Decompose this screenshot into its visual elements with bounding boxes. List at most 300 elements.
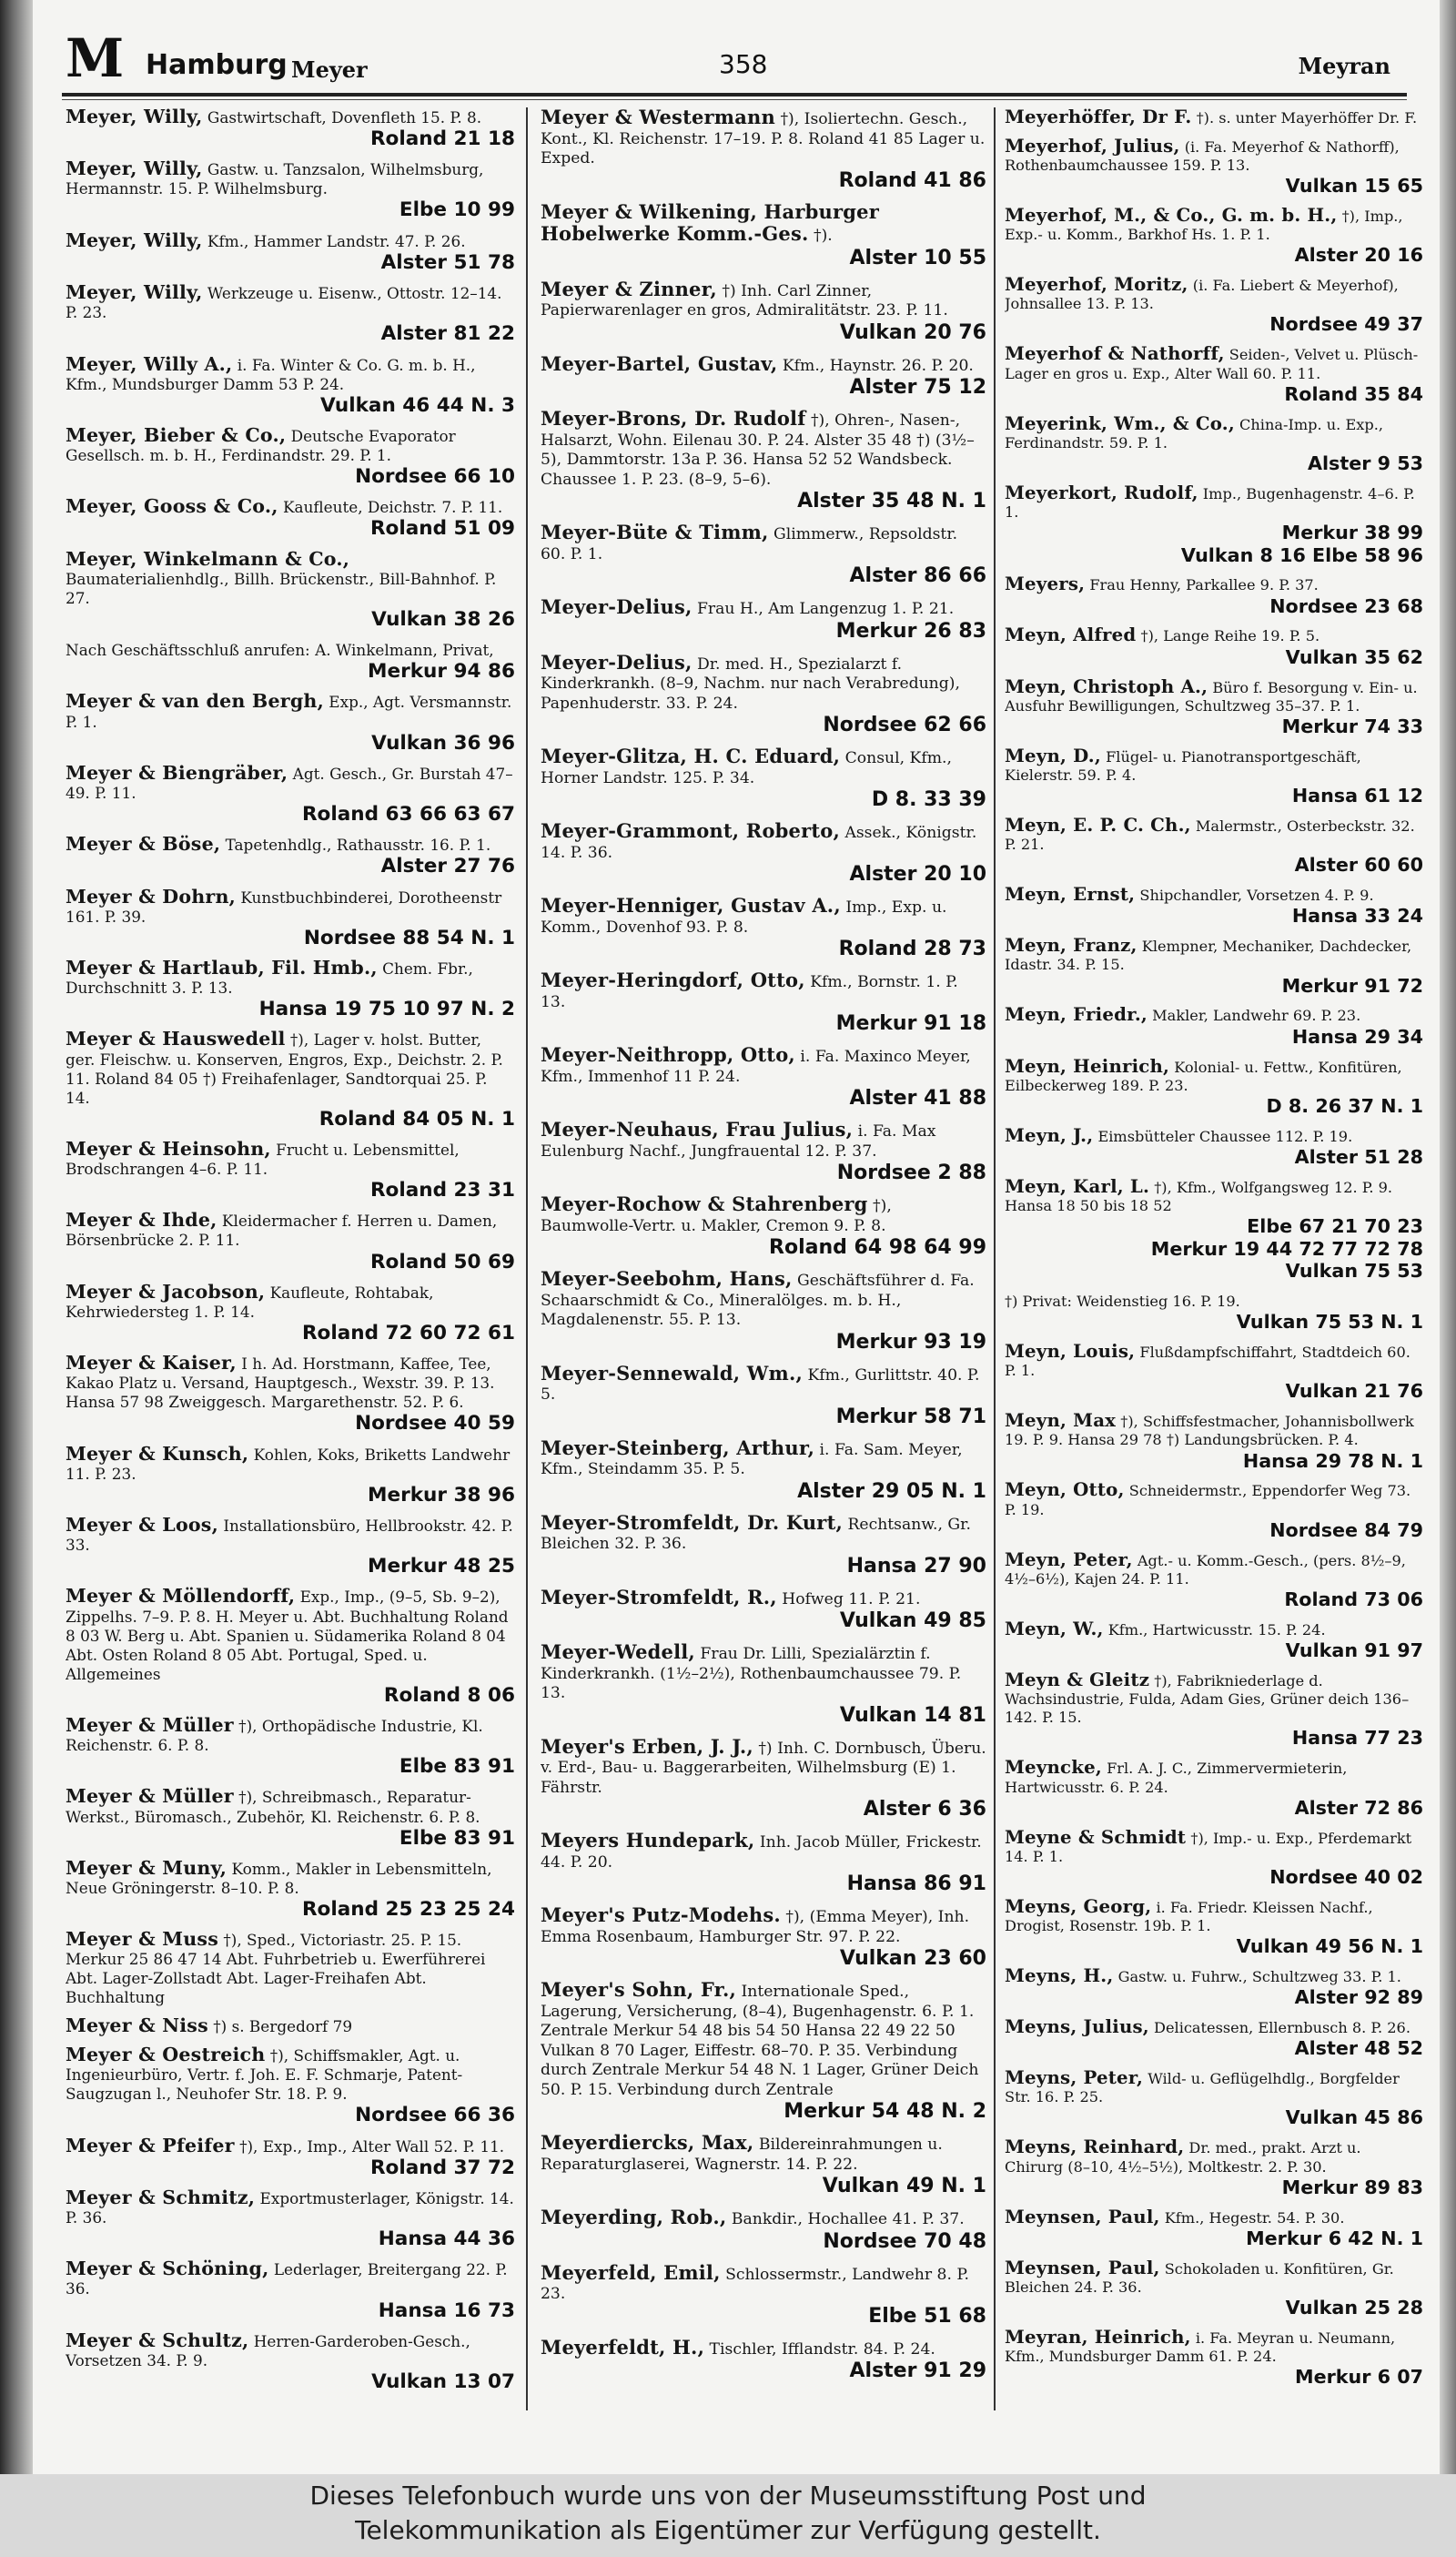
entry-name: Meyer-Stromfeldt, R., bbox=[541, 1585, 777, 1608]
entry-details: Agt. Gesch., Gr. Burstah 47–49. P. 11. bbox=[66, 764, 513, 802]
entry-name: Meyer, Willy, bbox=[66, 107, 203, 127]
entry-name: Meyns, Georg, bbox=[1005, 1894, 1152, 1917]
phone-number: Vulkan 49 85 bbox=[839, 1609, 986, 1632]
directory-entry bbox=[1005, 344, 1423, 405]
phone-number: Alster 81 22 bbox=[380, 322, 515, 346]
directory-entry bbox=[66, 1930, 515, 2007]
entry-details: Nach Geschäftsschluß anrufen: A. Winkelmann, Privat, bbox=[66, 641, 494, 660]
entry-name: Meyer & Oestreich bbox=[66, 2044, 266, 2066]
entry-details: †), Fabrikniederlage d. Wachsindustrie, Fulda, Adam Gies, Grüner deich 136–142. P. 15. bbox=[1005, 1671, 1410, 1727]
phone-number: Vulkan 21 76 bbox=[1285, 1380, 1423, 1403]
phone-number: Vulkan 14 81 bbox=[839, 1703, 986, 1727]
directory-entry bbox=[66, 1716, 515, 1779]
entry-details: i. Fa. Maxinco Meyer, Kfm., Immenhof 11 P. 24. bbox=[541, 1048, 971, 1086]
phone-number: Hansa 29 34 bbox=[1291, 1025, 1423, 1048]
phone-number: D 8. 26 37 N. 1 bbox=[1266, 1094, 1423, 1117]
phone-number: Alster 60 60 bbox=[1294, 854, 1423, 877]
entry-name: Meyncke, bbox=[1005, 1756, 1102, 1779]
directory-entry bbox=[541, 2260, 986, 2329]
entry-details: †), Isoliertechn. Gesch., Kont., Kl. Reichenstr. 17–19. P. 8. Roland 41 85 Lager u. Exped. bbox=[541, 110, 986, 167]
entry-details: Gastwirtschaft, Dovenfleth 15. P. 8. bbox=[207, 108, 482, 127]
directory-entry bbox=[66, 1030, 515, 1131]
directory-entry bbox=[66, 547, 515, 632]
entry-name: Meyer & Kunsch, bbox=[66, 1442, 249, 1465]
entry-name: Meyerink, Wm., & Co., bbox=[1005, 411, 1235, 434]
directory-entry bbox=[541, 107, 986, 193]
entry-details: †), Schreibmasch., Reparatur-Werkst., Büromasch., Zubehör, Kl. Reichenstr. 6. P. 8. bbox=[66, 1788, 480, 1826]
directory-entry bbox=[541, 409, 986, 513]
phone-number: Roland 84 05 N. 1 bbox=[318, 1107, 515, 1131]
column-divider bbox=[526, 107, 528, 2410]
entry-details: Kaufleute, Rohtabak, Kehrwiedersteg 1. P. 14. bbox=[66, 1283, 434, 1321]
phone-number: Nordsee 84 79 bbox=[1269, 1518, 1423, 1541]
entry-name: Meyer-Heringdorf, Otto, bbox=[541, 969, 805, 991]
directory-entry bbox=[66, 1442, 515, 1507]
entry-details: Schokoladen u. Konfitüren, Gr. Bleichen 24. P. 36. bbox=[1005, 2259, 1394, 2296]
entry-details: Gastw. u. Tanzsalon, Wilhelmsburg, Hermannstr. 15. P. Wilhelmsburg. bbox=[66, 160, 484, 198]
phone-number: Vulkan 75 53 bbox=[1285, 1260, 1423, 1283]
entry-details: I h. Ad. Horstmann, Kaffee, Tee, Kakao Platz u. Versand, Hauptgesch., Wexstr. 39. P. 13. Hansa 57 98 Zweiggesch. Margarethenstr. 52. P. 6. bbox=[66, 1355, 495, 1412]
phone-number: Hansa 16 73 bbox=[378, 2298, 515, 2322]
phone-number: Vulkan 8 16 Elbe 58 96 bbox=[1180, 543, 1423, 566]
entry-name: Meyer & Loos, bbox=[66, 1514, 218, 1537]
phone-number: Roland 37 72 bbox=[369, 2156, 515, 2179]
directory-entry bbox=[1005, 1339, 1423, 1403]
entry-name: Meyer & Niss bbox=[66, 2014, 208, 2037]
directory-entry bbox=[66, 2016, 515, 2036]
entry-name: Meyer & Schultz, bbox=[66, 2329, 249, 2351]
directory-entry bbox=[1005, 1480, 1423, 1541]
entry-details: Frl. A. J. C., Zimmervermieterin, Hartwicusstr. 6. P. 24. bbox=[1005, 1760, 1348, 1796]
entry-name: Meyer & Dohrn, bbox=[66, 885, 236, 908]
phone-number: Vulkan 36 96 bbox=[371, 731, 515, 755]
phone-number: Elbe 51 68 bbox=[868, 2304, 986, 2328]
entry-details: Wild- u. Geflügelhdlg., Borgfelder Str. 16. P. 25. bbox=[1005, 2070, 1400, 2106]
entry-details: Consul, Kfm., Horner Landstr. 125. P. 34. bbox=[541, 749, 952, 787]
phone-number: Vulkan 49 N. 1 bbox=[822, 2175, 986, 2197]
directory-entry bbox=[66, 2045, 515, 2127]
entry-details: Exp., Imp., (9–5, Sb. 9–2), Zippelhs. 7–9. P. 8. H. Meyer u. Abt. Buchhaltung Roland 8 03 W. Berg u. Abt. Spanien u. Südamerika Roland 8 04 Abt. Osten Roland 8 05 Abt. Portugal, Sped. u. Allgemeines bbox=[66, 1588, 509, 1683]
directory-entry bbox=[1005, 625, 1423, 668]
directory-entry bbox=[541, 1438, 986, 1504]
entry-name: Meyer & Böse, bbox=[66, 833, 221, 856]
phone-number: Elbe 83 91 bbox=[399, 1826, 515, 1850]
entry-details: Delicatessen, Ellernbusch 8. P. 26. bbox=[1154, 2019, 1410, 2037]
phone-number: Hansa 61 12 bbox=[1291, 785, 1423, 807]
entry-details: †). bbox=[813, 227, 833, 245]
phone-number: Hansa 19 75 10 97 N. 2 bbox=[258, 998, 515, 1021]
entry-details: Tapetenhdlg., Rathausstr. 16. P. 1. bbox=[225, 836, 491, 855]
phone-number: Vulkan 35 62 bbox=[1285, 645, 1423, 668]
phone-number: Merkur 58 71 bbox=[835, 1405, 986, 1428]
entry-name: Meyn, Alfred bbox=[1005, 624, 1137, 646]
entry-details: Chem. Fbr., Durchschnitt 3. P. 13. bbox=[66, 959, 473, 998]
entry-details: Rechtsanw., Gr. Bleichen 32. P. 36. bbox=[541, 1515, 971, 1553]
entry-name: Meyer & Zinner, bbox=[541, 277, 717, 300]
entry-details: Assek., Königstr. 14. P. 36. bbox=[541, 824, 977, 862]
entry-details: Kleidermacher f. Herren u. Damen, Börsenbrücke 2. P. 11. bbox=[66, 1212, 498, 1250]
entry-details: Komm., Makler in Lebensmitteln, Neue Gröningerstr. 8–10. P. 8. bbox=[66, 1859, 492, 1897]
entry-name: Meyerhof & Nathorff, bbox=[1005, 342, 1225, 365]
directory-entry bbox=[1005, 411, 1423, 475]
directory-entry bbox=[66, 1787, 515, 1850]
directory-entry bbox=[541, 1045, 986, 1111]
entry-name: Meyerfeldt, H., bbox=[541, 2335, 705, 2359]
entry-name: Meyn, Franz, bbox=[1005, 934, 1138, 957]
entry-details: Lederlager, Breitergang 22. P. 36. bbox=[66, 2260, 508, 2298]
entry-details: †) Privat: Weidenstieg 16. P. 19. bbox=[1005, 1292, 1240, 1310]
directory-entry bbox=[1005, 1411, 1423, 1472]
entry-name: Meyns, Peter, bbox=[1005, 2066, 1144, 2089]
header-rule-thin bbox=[62, 99, 1407, 100]
entry-details: Klempner, Mechaniker, Dachdecker, Idastr. 34. P. 15. bbox=[1005, 938, 1412, 974]
directory-entry bbox=[66, 885, 515, 950]
directory-entry bbox=[66, 1587, 515, 1707]
entry-name: Meyer-Seebohm, Hans, bbox=[541, 1267, 793, 1290]
entry-name: Meyne & Schmidt bbox=[1005, 1825, 1187, 1848]
directory-entry bbox=[1005, 2258, 1423, 2319]
entry-details: Kfm., Hammer Landstr. 47. P. 26. bbox=[207, 231, 466, 250]
footer-line-1: Dieses Telefonbuch wurde uns von der Museumsstiftung Post und bbox=[309, 2481, 1147, 2511]
entry-name: Meyns, H., bbox=[1005, 1964, 1114, 1987]
directory-entry bbox=[66, 1137, 515, 1202]
directory-entry bbox=[1005, 1174, 1423, 1283]
entry-name: Meyer & van den Bergh, bbox=[66, 690, 324, 713]
phone-number: Merkur 74 33 bbox=[1281, 715, 1423, 737]
directory-entry bbox=[541, 896, 986, 961]
phone-number: Vulkan 13 07 bbox=[371, 2369, 515, 2393]
entry-name: Meyer & Müller bbox=[66, 1714, 234, 1737]
entry-details: †), Sped., Victoriastr. 25. P. 15. Merkur 25 86 47 14 Abt. Fuhrbetrieb u. Ewerführerei Abt. Lager-Zollstadt Abt. Lager-Freihafen Abt. Buchhaltung bbox=[66, 1931, 486, 2007]
header-letter: M bbox=[66, 27, 125, 89]
phone-number: Alster 91 29 bbox=[849, 2359, 986, 2382]
directory-entry bbox=[1005, 203, 1423, 267]
page-left-edge bbox=[0, 0, 33, 2474]
entry-name: Meyer & Ihde, bbox=[66, 1209, 217, 1232]
directory-entry bbox=[541, 597, 986, 644]
entry-details: †), Exp., Imp., Alter Wall 52. P. 11. bbox=[239, 2136, 505, 2156]
entry-details: Baumaterialienhdlg., Billh. Brückenstr., Bill-Bahnhof. P. 27. bbox=[66, 569, 497, 607]
entry-name: Meyer's Sohn, Fr., bbox=[541, 1978, 737, 2001]
entry-name: Meynsen, Paul, bbox=[1005, 2256, 1160, 2278]
directory-entry bbox=[1005, 2325, 1423, 2389]
entry-details: Hofweg 11. P. 21. bbox=[782, 1589, 921, 1608]
phone-number: Elbe 67 21 70 23 bbox=[1247, 1215, 1423, 1238]
entry-details: Kfm., Hegestr. 54. P. 30. bbox=[1164, 2208, 1345, 2227]
phone-number: Alster 41 88 bbox=[849, 1087, 986, 1110]
phone-number: Vulkan 91 97 bbox=[1285, 1639, 1423, 1662]
directory-entry bbox=[1005, 1894, 1423, 1958]
directory-entry bbox=[66, 1856, 515, 1922]
phone-number: Hansa 44 36 bbox=[378, 2227, 515, 2251]
entry-details: †), Schiffsmakler, Agt. u. Ingenieurbüro, Vertr. f. Joh. E. F. Schmarje, Patent-Saugzugan l., Neuhofer Str. 18. P. 9. bbox=[66, 2046, 463, 2104]
directory-entry bbox=[541, 821, 986, 887]
entry-details: Kohlen, Koks, Briketts Landwehr 11. P. 23. bbox=[66, 1445, 511, 1483]
directory-entry bbox=[66, 352, 515, 418]
directory-entry bbox=[66, 1280, 515, 1345]
directory-entry bbox=[1005, 813, 1423, 877]
directory-entry bbox=[541, 1642, 986, 1728]
entry-name: Meyer-Grammont, Roberto, bbox=[541, 819, 840, 842]
phone-number: Nordsee 62 66 bbox=[823, 714, 986, 736]
phone-number: Merkur 6 07 bbox=[1295, 2366, 1423, 2389]
entry-name: Meyerdiercks, Max, bbox=[541, 2131, 754, 2154]
entry-details: Frau Henny, Parkallee 9. P. 37. bbox=[1089, 576, 1319, 594]
directory-entry bbox=[1005, 936, 1423, 997]
entry-name: Meyer & Kaiser, bbox=[66, 1352, 237, 1375]
entry-details: i. Fa. Max Eulenburg Nachf., Jungfrauental 12. P. 37. bbox=[541, 1122, 936, 1161]
directory-entry bbox=[541, 970, 986, 1036]
phone-number: Nordsee 40 02 bbox=[1269, 1865, 1423, 1888]
page-number: 358 bbox=[719, 49, 768, 79]
entry-name: Meyerkort, Rudolf, bbox=[1005, 481, 1198, 503]
entry-name: Meyns, Julius, bbox=[1005, 2015, 1149, 2038]
directory-entry bbox=[1005, 574, 1423, 617]
directory-entry bbox=[1005, 275, 1423, 336]
phone-number: Nordsee 23 68 bbox=[1269, 594, 1423, 617]
phone-number: Roland 64 98 64 99 bbox=[769, 1236, 986, 1259]
entry-details: Flußdampfschiffahrt, Stadtdeich 60. P. 1. bbox=[1005, 1343, 1410, 1380]
entry-name: Meyn, Max bbox=[1005, 1409, 1117, 1432]
phone-number: Alster 48 52 bbox=[1294, 2037, 1423, 2060]
directory-entry bbox=[66, 2259, 515, 2322]
entry-details: (i. Fa. Meyerhof & Nathorff), Rothenbaumchaussee 159. P. 13. bbox=[1005, 137, 1400, 174]
phone-number: D 8. 33 39 bbox=[871, 788, 986, 811]
phone-number: Roland 73 06 bbox=[1284, 1588, 1423, 1611]
phone-number: Vulkan 75 53 N. 1 bbox=[1236, 1311, 1423, 1334]
entry-details: Eimsbütteler Chaussee 112. P. 19. bbox=[1097, 1127, 1353, 1145]
directory-entry bbox=[1005, 1123, 1423, 1169]
phone-number: Alster 75 12 bbox=[849, 376, 986, 399]
directory-entry bbox=[66, 761, 515, 827]
entry-name: Meyer, Bieber & Co., bbox=[66, 423, 287, 446]
directory-entry bbox=[541, 1585, 986, 1634]
phone-number: Alster 9 53 bbox=[1307, 452, 1423, 474]
directory-entry bbox=[1005, 1825, 1423, 1889]
phone-number: Vulkan 23 60 bbox=[839, 1947, 986, 1970]
entry-details: Internationale Sped., Lagerung, Versicherung, (8–4), Bugenhagenstr. 6. P. 1. Zentrale Merkur 54 48 bis 54 50 Hansa 22 49 22 50 Vulkan 8 70 Lager, Eiffestr. 68–70. P. 35. Verbindung durch Zentrale Merkur 54 48 N. 1 Lager, Grüner Deich 50. P. 15. Verbindung durch Zentrale bbox=[541, 1983, 979, 2099]
directory-entry bbox=[66, 423, 515, 489]
directory-entry bbox=[1005, 1291, 1423, 1334]
directory-entry bbox=[66, 159, 515, 222]
phone-number: Vulkan 49 56 N. 1 bbox=[1236, 1935, 1423, 1958]
directory-entry bbox=[541, 1361, 986, 1429]
directory-entry bbox=[541, 351, 986, 401]
entry-details: Installationsbüro, Hellbrookstr. 42. P. 33. bbox=[66, 1517, 513, 1555]
directory-entry bbox=[66, 2188, 515, 2251]
phone-number: Alster 86 66 bbox=[849, 564, 986, 587]
entry-details: †) Inh. C. Dornbusch, Überu. v. Erd-, Bau- u. Baggerarbeiten, Wilhelmsburg (E) 1. Fährstr. bbox=[541, 1739, 986, 1797]
directory-entry bbox=[1005, 107, 1423, 127]
entry-name: Meyerhöffer, Dr F. bbox=[1005, 107, 1192, 127]
entry-details: †), Lager v. holst. Butter, ger. Fleischw. u. Konserven, Engros, Exp., Deichstr. 2. P. 11. Roland 84 05 †) Freihafenlager, Sandtorquai 25. P. 14. bbox=[66, 1030, 503, 1107]
entry-details: Werkzeuge u. Eisenw., Ottostr. 12–14. P. 23. bbox=[66, 284, 502, 322]
phone-number: Nordsee 66 36 bbox=[355, 2104, 515, 2127]
entry-name: Meyer & Jacobson, bbox=[66, 1280, 266, 1303]
entry-name: Meyn, Peter, bbox=[1005, 1547, 1133, 1570]
directory-entry bbox=[541, 1905, 986, 1971]
entry-details: Kunstbuchbinderei, Dorotheenstr 161. P. 39. bbox=[66, 888, 502, 926]
phone-number: Hansa 77 23 bbox=[1291, 1727, 1423, 1750]
entry-details: Frau Dr. Lilli, Spezialärztin f. Kinderkrankh. (1½–2½), Rothenbaumchaussee 79. P. 13. bbox=[541, 1645, 962, 1702]
entry-details: Agt.- u. Komm.-Gesch., (pers. 8½–9, 4½–6½), Kajen 24. P. 11. bbox=[1005, 1551, 1406, 1588]
entry-name: Meyer & Biengräber, bbox=[66, 761, 288, 784]
directory-entry bbox=[541, 1194, 986, 1260]
phone-number: Alster 6 36 bbox=[863, 1798, 986, 1821]
phone-number: Vulkan 38 26 bbox=[371, 607, 515, 631]
directory-entry bbox=[1005, 2137, 1423, 2198]
directory-entry bbox=[66, 1211, 515, 1273]
directory-entry bbox=[541, 1734, 986, 1822]
directory-entry bbox=[66, 107, 515, 151]
entry-details: Imp., Exp. u. Komm., Dovenhof 93. P. 8. bbox=[541, 898, 947, 937]
entry-name: Meyer's Erben, J. J., bbox=[541, 1734, 753, 1758]
entry-details: i. Fa. Sam. Meyer, Kfm., Steindamm 35. P. 5. bbox=[541, 1440, 963, 1478]
entry-details: †), Lange Reihe 19. P. 5. bbox=[1140, 627, 1320, 645]
phone-number: Elbe 83 91 bbox=[399, 1755, 515, 1779]
entry-name: Meyers, bbox=[1005, 573, 1086, 595]
entry-name: Meyer & Westermann bbox=[541, 107, 775, 128]
entry-name: Meyn, Heinrich, bbox=[1005, 1054, 1170, 1077]
phone-number: Vulkan 46 44 N. 3 bbox=[319, 393, 515, 417]
entry-name: Meyran, Heinrich, bbox=[1005, 2325, 1191, 2348]
entry-name: Meyer & Wilkening, Harburger Hobelwerke Komm.-Ges. bbox=[541, 199, 879, 245]
phone-number: Roland 72 60 72 61 bbox=[301, 1321, 515, 1344]
directory-entry bbox=[541, 279, 986, 345]
phone-number: Merkur 48 25 bbox=[368, 1555, 515, 1578]
phone-number: Nordsee 49 37 bbox=[1269, 313, 1423, 336]
directory-entry bbox=[1005, 1005, 1423, 1048]
entry-name: Meyer's Putz-Modehs. bbox=[541, 1903, 781, 1926]
page-header bbox=[62, 27, 1409, 95]
entry-details: †) s. Bergedorf 79 bbox=[213, 2017, 353, 2036]
directory-entry bbox=[1005, 746, 1423, 807]
phone-number: Alster 29 05 N. 1 bbox=[797, 1479, 986, 1503]
phone-number: Alster 10 55 bbox=[849, 246, 986, 269]
directory-entry bbox=[1005, 677, 1423, 738]
phone-number: Hansa 29 78 N. 1 bbox=[1242, 1449, 1423, 1472]
directory-column-2 bbox=[541, 107, 986, 2420]
directory-entry bbox=[541, 1120, 986, 1185]
entry-details: Exportmusterlager, Königstr. 14. P. 36. bbox=[66, 2189, 514, 2227]
entry-details: China-Imp. u. Exp., Ferdinandstr. 59. P. 1. bbox=[1005, 415, 1383, 452]
directory-entry bbox=[541, 523, 986, 588]
directory-entry bbox=[1005, 134, 1423, 198]
directory-entry bbox=[66, 1516, 515, 1578]
directory-entry bbox=[1005, 1758, 1423, 1819]
directory-entry bbox=[66, 835, 515, 878]
directory-entry bbox=[66, 692, 515, 755]
entry-name: Meyerhof, Moritz, bbox=[1005, 273, 1188, 296]
phone-number: Roland 50 69 bbox=[369, 1250, 515, 1273]
phone-number: Alster 35 48 N. 1 bbox=[797, 490, 986, 512]
directory-entry bbox=[66, 959, 515, 1021]
entry-name: Meyer & Möllendorff, bbox=[66, 1585, 296, 1608]
entry-name: Meyer-Büte & Timm, bbox=[541, 521, 769, 543]
entry-name: Meyn, D., bbox=[1005, 744, 1101, 766]
entry-details: Makler, Landwehr 69. P. 23. bbox=[1152, 1007, 1361, 1025]
entry-name: Meyerhof, Julius, bbox=[1005, 134, 1180, 157]
entry-name: Meyn, Ernst, bbox=[1005, 883, 1136, 906]
entry-details: Herren-Garderoben-Gesch., Vorsetzen 34. P. 9. bbox=[66, 2331, 470, 2369]
phone-number: Roland 51 09 bbox=[369, 517, 515, 541]
phone-number: Alster 20 10 bbox=[849, 863, 986, 886]
directory-entry bbox=[541, 1980, 986, 2124]
entry-name: Meyer-Stromfeldt, Dr. Kurt, bbox=[541, 1510, 843, 1534]
directory-entry bbox=[541, 199, 986, 270]
entry-name: Meyn, Otto, bbox=[1005, 1478, 1125, 1501]
entry-name: Meyn, W., bbox=[1005, 1617, 1104, 1639]
entry-name: Meyerfeld, Emil, bbox=[541, 2260, 721, 2284]
phone-number: Roland 35 84 bbox=[1284, 382, 1423, 405]
directory-entry bbox=[66, 640, 515, 684]
entry-details: Frau H., Am Langenzug 1. P. 21. bbox=[696, 600, 955, 618]
entry-name: Meyer & Hartlaub, Fil. Hmb., bbox=[66, 957, 378, 979]
entry-details: †), Kfm., Wolfgangsweg 12. P. 9. Hansa 18 50 bis 18 52 bbox=[1005, 1178, 1393, 1214]
entry-details: Deutsche Evaporator Gesellsch. m. b. H., Ferdinandstr. 29. P. 1. bbox=[66, 426, 456, 464]
phone-number: Merkur 94 86 bbox=[368, 660, 515, 684]
entry-name: Meyer & Muss bbox=[66, 1928, 218, 1951]
entry-name: Meyer-Delius, bbox=[541, 595, 693, 618]
phone-number: Nordsee 88 54 N. 1 bbox=[303, 926, 515, 949]
entry-details: Kfm., Gurlittstr. 40. P. 5. bbox=[541, 1365, 980, 1404]
phone-number: Roland 41 86 bbox=[838, 168, 986, 192]
phone-number: Roland 23 31 bbox=[369, 1179, 515, 1202]
entry-details: Tischler, Ifflandstr. 84. P. 24. bbox=[709, 2339, 935, 2359]
entry-name: Meyer & Schöning, bbox=[66, 2258, 269, 2280]
directory-entry bbox=[1005, 1619, 1423, 1662]
directory-entry bbox=[1005, 885, 1423, 928]
entry-name: Meyers Hundepark, bbox=[541, 1829, 755, 1852]
column-divider bbox=[994, 107, 996, 2410]
phone-number: Merkur 6 42 N. 1 bbox=[1246, 2227, 1423, 2249]
entry-details: Kaufleute, Deichstr. 7. P. 11. bbox=[282, 498, 503, 517]
entry-details: Bildereinrahmungen u. Reparaturglaserei, Wagnerstr. 14. P. 22. bbox=[541, 2136, 943, 2174]
entry-name: Meyer, Willy, bbox=[66, 228, 203, 251]
entry-details: Dr. med. H., Spezialarzt f. Kinderkrankh. (8–9, Nachm. nur nach Verabredung), Papenhuderstr. 33. P. 24. bbox=[541, 654, 960, 713]
entry-name: Meyer-Sennewald, Wm., bbox=[541, 1361, 803, 1385]
directory-entry bbox=[66, 497, 515, 541]
entry-details: Schlossermstr., Landwehr 8. P. 23. bbox=[541, 2265, 969, 2303]
entry-details: Frucht u. Lebensmittel, Brodschrangen 4–6. P. 11. bbox=[66, 1140, 460, 1179]
phone-number: Alster 72 86 bbox=[1294, 1796, 1423, 1819]
phone-number: Merkur 19 44 72 77 72 78 bbox=[1150, 1237, 1423, 1260]
phone-number: Roland 21 18 bbox=[369, 127, 515, 151]
directory-entry bbox=[1005, 1054, 1423, 1118]
entry-name: Meyer-Brons, Dr. Rudolf bbox=[541, 407, 806, 430]
entry-name: Meyer-Rochow & Stahrenberg bbox=[541, 1192, 868, 1215]
entry-name: Meyer-Neuhaus, Frau Julius, bbox=[541, 1118, 854, 1141]
entry-details: Kfm., Hartwicusstr. 15. P. 24. bbox=[1107, 1620, 1326, 1639]
phone-number: Merkur 38 96 bbox=[368, 1483, 515, 1507]
phone-number: Merkur 54 48 N. 2 bbox=[784, 2100, 986, 2123]
entry-details: (i. Fa. Liebert & Meyerhof), Johnsallee 13. P. 13. bbox=[1005, 277, 1399, 313]
directory-entry bbox=[1005, 2017, 1423, 2060]
directory-entry bbox=[66, 1354, 515, 1436]
entry-name: Meyn, Karl, L. bbox=[1005, 1174, 1150, 1197]
phone-number: Merkur 93 19 bbox=[835, 1330, 986, 1354]
entry-name: Meyer & Schmitz, bbox=[66, 2187, 256, 2208]
entry-details: †) Inh. Carl Zinner, Papierwarenlager en gros, Admiralitätstr. 23. P. 11. bbox=[541, 281, 948, 320]
entry-name: Meyn & Gleitz bbox=[1005, 1668, 1150, 1690]
entry-name: Meyn, E. P. C. Ch., bbox=[1005, 813, 1191, 836]
entry-details: Gastw. u. Fuhrw., Schultzweg 33. P. 1. bbox=[1117, 1968, 1401, 1986]
entry-name: Meyer, Willy A., bbox=[66, 352, 233, 375]
page-right-edge bbox=[1440, 0, 1456, 2474]
entry-details: †), Ohren-, Nasen-, Halsarzt, Wohn. Eilenau 30. P. 24. Alster 35 48 †) (3½–5), Dammtorstr. 13a P. 36. Hansa 52 52 Wandsbeck. Chaussee 1. P. 23. (8–9, 5–6). bbox=[541, 411, 975, 489]
entry-name: Meyer & Muny, bbox=[66, 1856, 228, 1879]
phone-number: Nordsee 70 48 bbox=[823, 2229, 986, 2253]
